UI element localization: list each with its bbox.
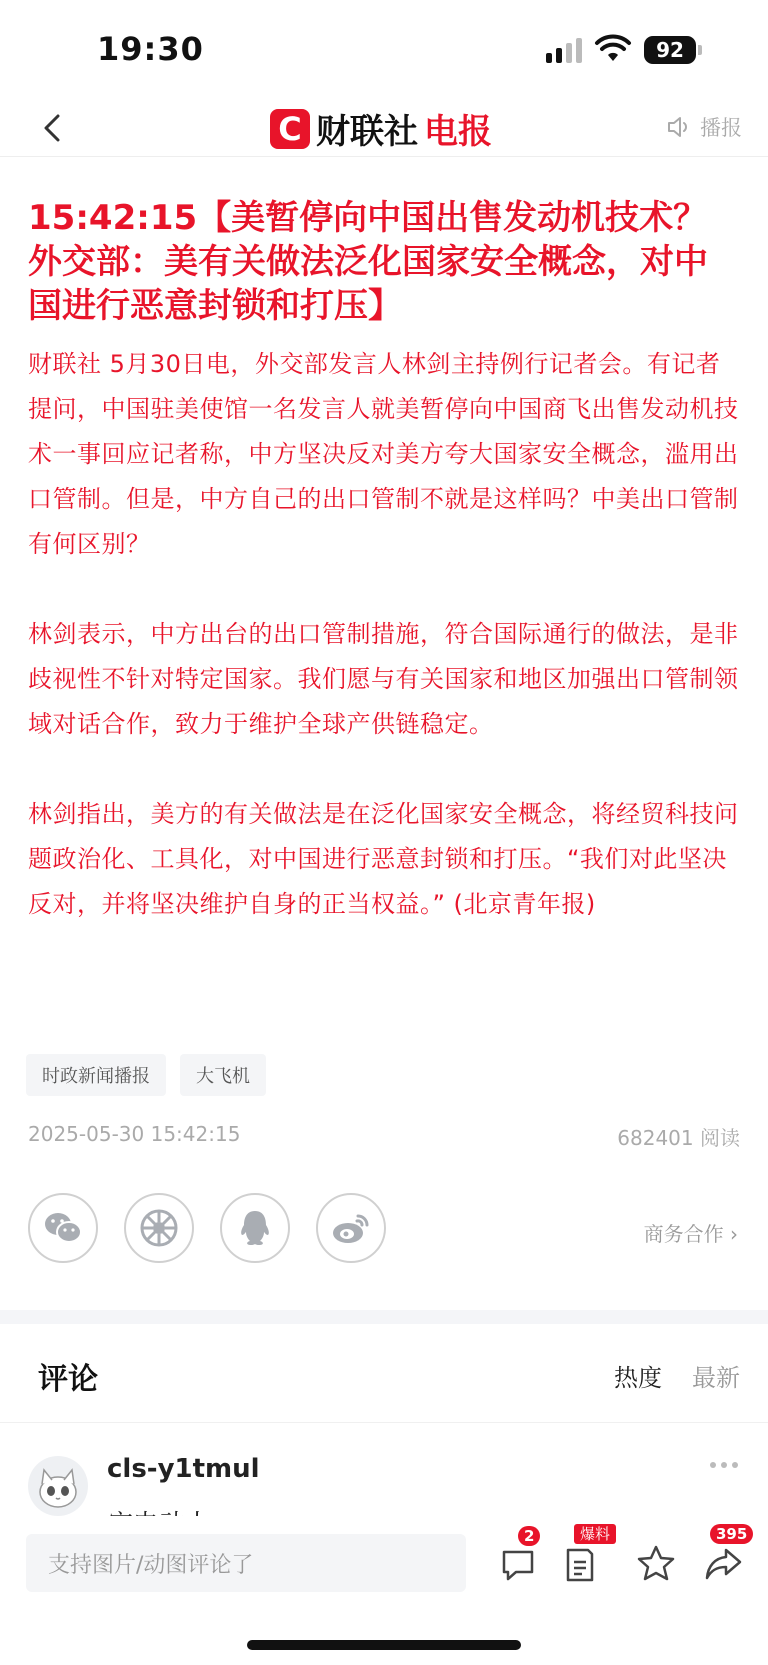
comment-input[interactable]: 支持图片/动图评论了 xyxy=(26,1534,466,1592)
section-divider xyxy=(0,1310,768,1324)
publish-datetime: 2025-05-30 15:42:15 xyxy=(28,1122,241,1146)
star-icon xyxy=(634,1542,678,1586)
comment-item xyxy=(0,1424,768,1524)
share-qq-button[interactable] xyxy=(220,1193,290,1263)
back-arrow-icon[interactable] xyxy=(36,110,72,146)
home-indicator xyxy=(247,1640,521,1650)
article-tags xyxy=(26,1054,266,1096)
cat-avatar-icon xyxy=(28,1456,88,1516)
article-paragraph: 林剑表示，中方出台的出口管制措施，符合国际通行的做法，是非歧视性不针对特定国家。我们愿与有关国家和地区加强出口管制领域对话合作，致力于维护全球产供链稳定。 xyxy=(28,620,739,738)
status-bar xyxy=(0,0,768,100)
logo-text-telegraph: 电报 xyxy=(424,112,492,152)
comment-count-badge: 2 xyxy=(518,1526,540,1546)
wifi-icon xyxy=(596,37,630,63)
tag-politics-news[interactable]: 时政新闻播报 xyxy=(26,1054,166,1096)
share-row xyxy=(28,1193,386,1263)
sort-new-tab[interactable]: 最新 xyxy=(692,1364,740,1392)
battery-icon xyxy=(644,36,702,64)
moments-icon xyxy=(139,1208,179,1248)
tag-big-aircraft[interactable]: 大飞机 xyxy=(180,1054,266,1096)
business-cooperation-link[interactable]: 商务合作 › xyxy=(643,1222,738,1246)
navbar xyxy=(0,100,768,157)
comments-header xyxy=(0,1324,768,1423)
comment-bubble-icon xyxy=(496,1542,540,1586)
cls-telegraph-logo xyxy=(270,104,492,153)
comment-button[interactable] xyxy=(496,1527,540,1586)
battery-level: 92 xyxy=(644,36,696,64)
article-paragraph: 财联社 5月30日电，外交部发言人林剑主持例行记者会。有记者提问，中国驻美使馆一名发言人就美暂停向中国商飞出售发动机技术一事回应记者称，中方坚决反对美方夸大国家安全概念，滥用出口管制。但是，中方自己的出口管制不就是这样吗？中美出口管制有何区别？ xyxy=(28,350,739,558)
article xyxy=(28,196,740,927)
wechat-icon xyxy=(43,1210,83,1246)
tip-off-button[interactable] xyxy=(558,1525,611,1586)
logo-mark: C xyxy=(270,109,310,149)
favorite-button[interactable] xyxy=(634,1542,678,1586)
article-meta xyxy=(28,1122,740,1151)
status-icons xyxy=(546,36,702,64)
more-options-icon[interactable] xyxy=(710,1462,738,1468)
comment-sort-tabs xyxy=(614,1358,740,1393)
tip-off-badge: 爆料 xyxy=(574,1524,616,1544)
broadcast-button[interactable] xyxy=(666,112,742,142)
qq-icon xyxy=(238,1208,272,1248)
broadcast-label: 播报 xyxy=(700,116,742,140)
sort-hot-tab[interactable]: 热度 xyxy=(614,1364,662,1392)
share-moments-button[interactable] xyxy=(124,1193,194,1263)
read-count: 682401 阅读 xyxy=(617,1126,740,1150)
share-button[interactable] xyxy=(702,1525,748,1586)
avatar[interactable] xyxy=(28,1456,88,1516)
article-headline: 15:42:15【美暂停向中国出售发动机技术？外交部：美有关做法泛化国家安全概念，对中国进行恶意封锁和打压】 xyxy=(28,198,708,326)
weibo-icon xyxy=(330,1210,372,1246)
document-icon xyxy=(558,1542,602,1586)
speaker-icon xyxy=(666,115,692,139)
comment-username[interactable]: cls-y1tmul xyxy=(107,1454,260,1484)
share-count-badge: 395 xyxy=(710,1524,753,1544)
logo-text-cls: 财联社 xyxy=(316,112,418,152)
share-wechat-button[interactable] xyxy=(28,1193,98,1263)
comments-title: 评论 xyxy=(38,1362,98,1397)
share-arrow-icon xyxy=(702,1542,746,1586)
status-time: 19:30 xyxy=(97,30,204,68)
article-paragraph: 林剑指出，美方的有关做法是在泛化国家安全概念，将经贸科技问题政治化、工具化，对中国进行恶意封锁和打压。“我们对此坚决反对，并将坚决维护自身的正当权益。” (北京青年报) xyxy=(28,800,739,918)
cellular-signal-icon xyxy=(546,37,582,63)
share-weibo-button[interactable] xyxy=(316,1193,386,1263)
